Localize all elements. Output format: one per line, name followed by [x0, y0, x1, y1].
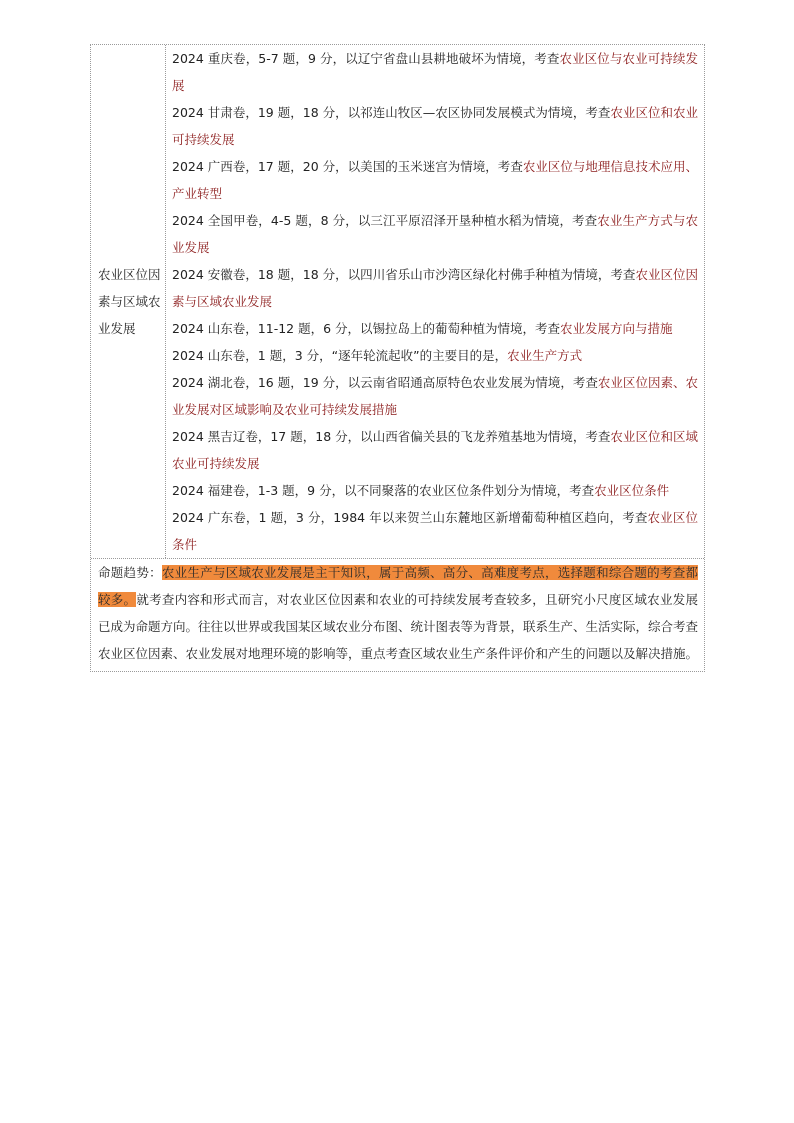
- exam-entry: [172, 99, 698, 153]
- exam-entry-lead: 2024 重庆卷，5-7 题，9 分，以辽宁省盘山县耕地破坏为情境，考查: [172, 51, 560, 66]
- exam-entry: [172, 342, 698, 369]
- exam-entry: [172, 153, 698, 207]
- exam-entry-focus: 农业区位条件: [172, 510, 698, 552]
- exam-entry: [172, 45, 698, 99]
- exam-entry-lead: 2024 黑吉辽卷，17 题，18 分，以山西省偏关县的飞龙养殖基地为情境，考查: [172, 429, 611, 444]
- exam-entry-lead: 2024 山东卷，1 题，3 分，“逐年轮流起收”的主要目的是，: [172, 348, 508, 363]
- exam-entry-focus: 农业区位与地理信息技术应用、产业转型: [172, 159, 698, 201]
- exam-entry: [172, 423, 698, 477]
- exam-entry-focus: 农业发展方向与措施: [560, 321, 673, 336]
- exam-entry-lead: 2024 甘肃卷，19 题，18 分，以祁连山牧区—农区协同发展模式为情境，考查: [172, 105, 611, 120]
- exam-analysis-table: [90, 44, 705, 672]
- exam-entry: [172, 477, 698, 504]
- exam-entry-focus: 农业区位和农业可持续发展: [172, 105, 698, 147]
- trend-body: 就考查内容和形式而言，对农业区位因素和农业的可持续发展考查较多，且研究小尺度区域农业发展已成为命题方向。往往以世界或我国某区域农业分布图、统计图表等为背景，联系生产、生活实际，综合考查农业区位因素、农业发展对地理环境的影响等，重点考查区域农业生产条件评价和产生的问题以及解决措施。: [98, 592, 699, 661]
- exam-entry-lead: 2024 广东卷，1 题，3 分，1984 年以来贺兰山东麓地区新增葡萄种植区趋向，考查: [172, 510, 648, 525]
- exam-entry: [172, 369, 698, 423]
- trend-row: [91, 559, 704, 671]
- exam-entry-focus: 农业区位因素、农业发展对区域影响及农业可持续发展措施: [172, 375, 698, 417]
- trend-label: 命题趋势：: [98, 565, 162, 580]
- exam-entry-lead: 2024 福建卷，1-3 题，9 分，以不同聚落的农业区位条件划分为情境，考查: [172, 483, 595, 498]
- exam-entry-focus: 农业区位和区域农业可持续发展: [172, 429, 698, 471]
- exam-entry: [172, 261, 698, 315]
- exam-entry-lead: 2024 湖北卷，16 题，19 分，以云南省昭通高原特色农业发展为情境，考查: [172, 375, 598, 390]
- trend-highlight: 农业生产与区域农业发展是主干知识，属于高频、高分、高难度考点，选择题和综合题的考查都较多。: [98, 565, 698, 607]
- exam-entry-focus: 农业区位条件: [594, 483, 670, 498]
- topic-cell: [91, 45, 166, 558]
- exam-entry-focus: 农业生产方式: [507, 348, 583, 363]
- exam-entry: [172, 315, 698, 342]
- exam-entry: [172, 207, 698, 261]
- exam-entry-focus: 农业区位因素与区域农业发展: [172, 267, 698, 309]
- exam-entry-lead: 2024 全国甲卷，4-5 题，8 分，以三江平原沼泽开垦种植水稻为情境，考查: [172, 213, 598, 228]
- topic-row: [91, 45, 704, 559]
- exam-entry-lead: 2024 广西卷，17 题，20 分，以美国的玉米迷宫为情境，考查: [172, 159, 523, 174]
- exam-entry-lead: 2024 安徽卷，18 题，18 分，以四川省乐山市沙湾区绿化村佛手种植为情境，考查: [172, 267, 636, 282]
- exam-entry-focus: 农业区位与农业可持续发展: [172, 51, 698, 93]
- exam-entry: [172, 504, 698, 558]
- exam-entry-lead: 2024 山东卷，11-12 题，6 分，以锡拉岛上的葡萄种植为情境，考查: [172, 321, 561, 336]
- exam-entries-cell: [166, 45, 704, 558]
- exam-entry-focus: 农业生产方式与农业发展: [172, 213, 698, 255]
- topic-label: 农业区位因素与区域农业发展: [98, 267, 161, 336]
